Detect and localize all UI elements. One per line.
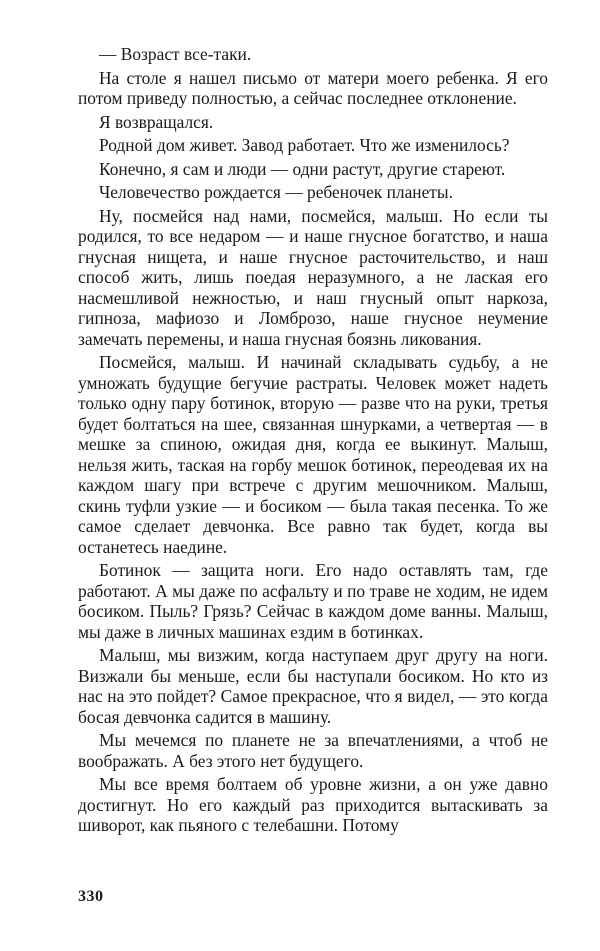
paragraph: Человечество рождается — ребеночек планеты. bbox=[99, 182, 453, 202]
page-number: 330 bbox=[78, 888, 104, 905]
paragraph: Мы все время болтаем об уровне жизни, а он уже давно достигнут. Но его каждый раз приходится вытаскивать за шиворот, как пьяного с телебашни. Потому bbox=[78, 774, 548, 835]
paragraph: На столе я нашел письмо от матери моего ребенка. Я его потом приведу полностью, а сейчас последнее отклонение. bbox=[78, 67, 548, 108]
paragraph: Посмейся, малыш. И начинай складывать судьбу, а не умножать будущие бегучие растраты. Человек может надеть только одну пару ботинок, вторую — разве что на руки, третья будет болтаться на шее, связанная шнурками, а четвертая — в мешке за спиною, ожидая дня, когда ее выкинут. Малыш, нельзя жить, таская на горбу мешок ботинок, переодевая их на каждом шагу при встрече с другим мешочником. Малыш, скинь туфли узкие — и босиком — была такая песенка. То же самое сделает девчонка. Все равно так будет, когда вы останетесь наедине. bbox=[78, 352, 548, 557]
paragraph: Конечно, я сам и люди — одни растут, другие стареют. bbox=[99, 158, 506, 179]
paragraph: Малыш, мы визжим, когда наступаем друг другу на ноги. Визжали бы меньше, если бы наступали босиком. Но кто из нас на это пойдет? Самое прекрасное, что я видел, — это когда босая девчонка садится в машину. bbox=[78, 645, 548, 727]
paragraph: Я возвращался. bbox=[99, 111, 214, 132]
book-page bbox=[78, 44, 548, 924]
paragraph: — Возраст все-таки. bbox=[99, 44, 252, 64]
paragraph: Ботинок — защита ноги. Его надо оставлять там, где работают. А мы даже по асфальту и по траве не ходим, не идем босиком. Пыль? Грязь? Сейчас в каждом доме ванны. Малыш, мы даже в личных машинах ездим в ботинках. bbox=[78, 560, 548, 642]
paragraph: Родной дом живет. Завод работает. Что же изменилось? bbox=[99, 135, 510, 155]
paragraph: Мы мечемся по планете не за впечатлениями, а чтоб не воображать. А без этого нет будущего. bbox=[78, 730, 548, 771]
paragraph: Ну, посмейся над нами, посмейся, малыш. Но если ты родился, то все недаром — и наше гнусное богатство, и наша гнусная нищета, и наше гнусное расточительство, и наш способ жить, лишь поедая неразумного, а не лаская его насмешливой нежностью, и наш гнусный опыт наркоза, гипноза, мафиозо и Ломброзо, наше гнусное неумение замечать перемены, и наша гнусная боязнь ликования. bbox=[78, 205, 548, 349]
